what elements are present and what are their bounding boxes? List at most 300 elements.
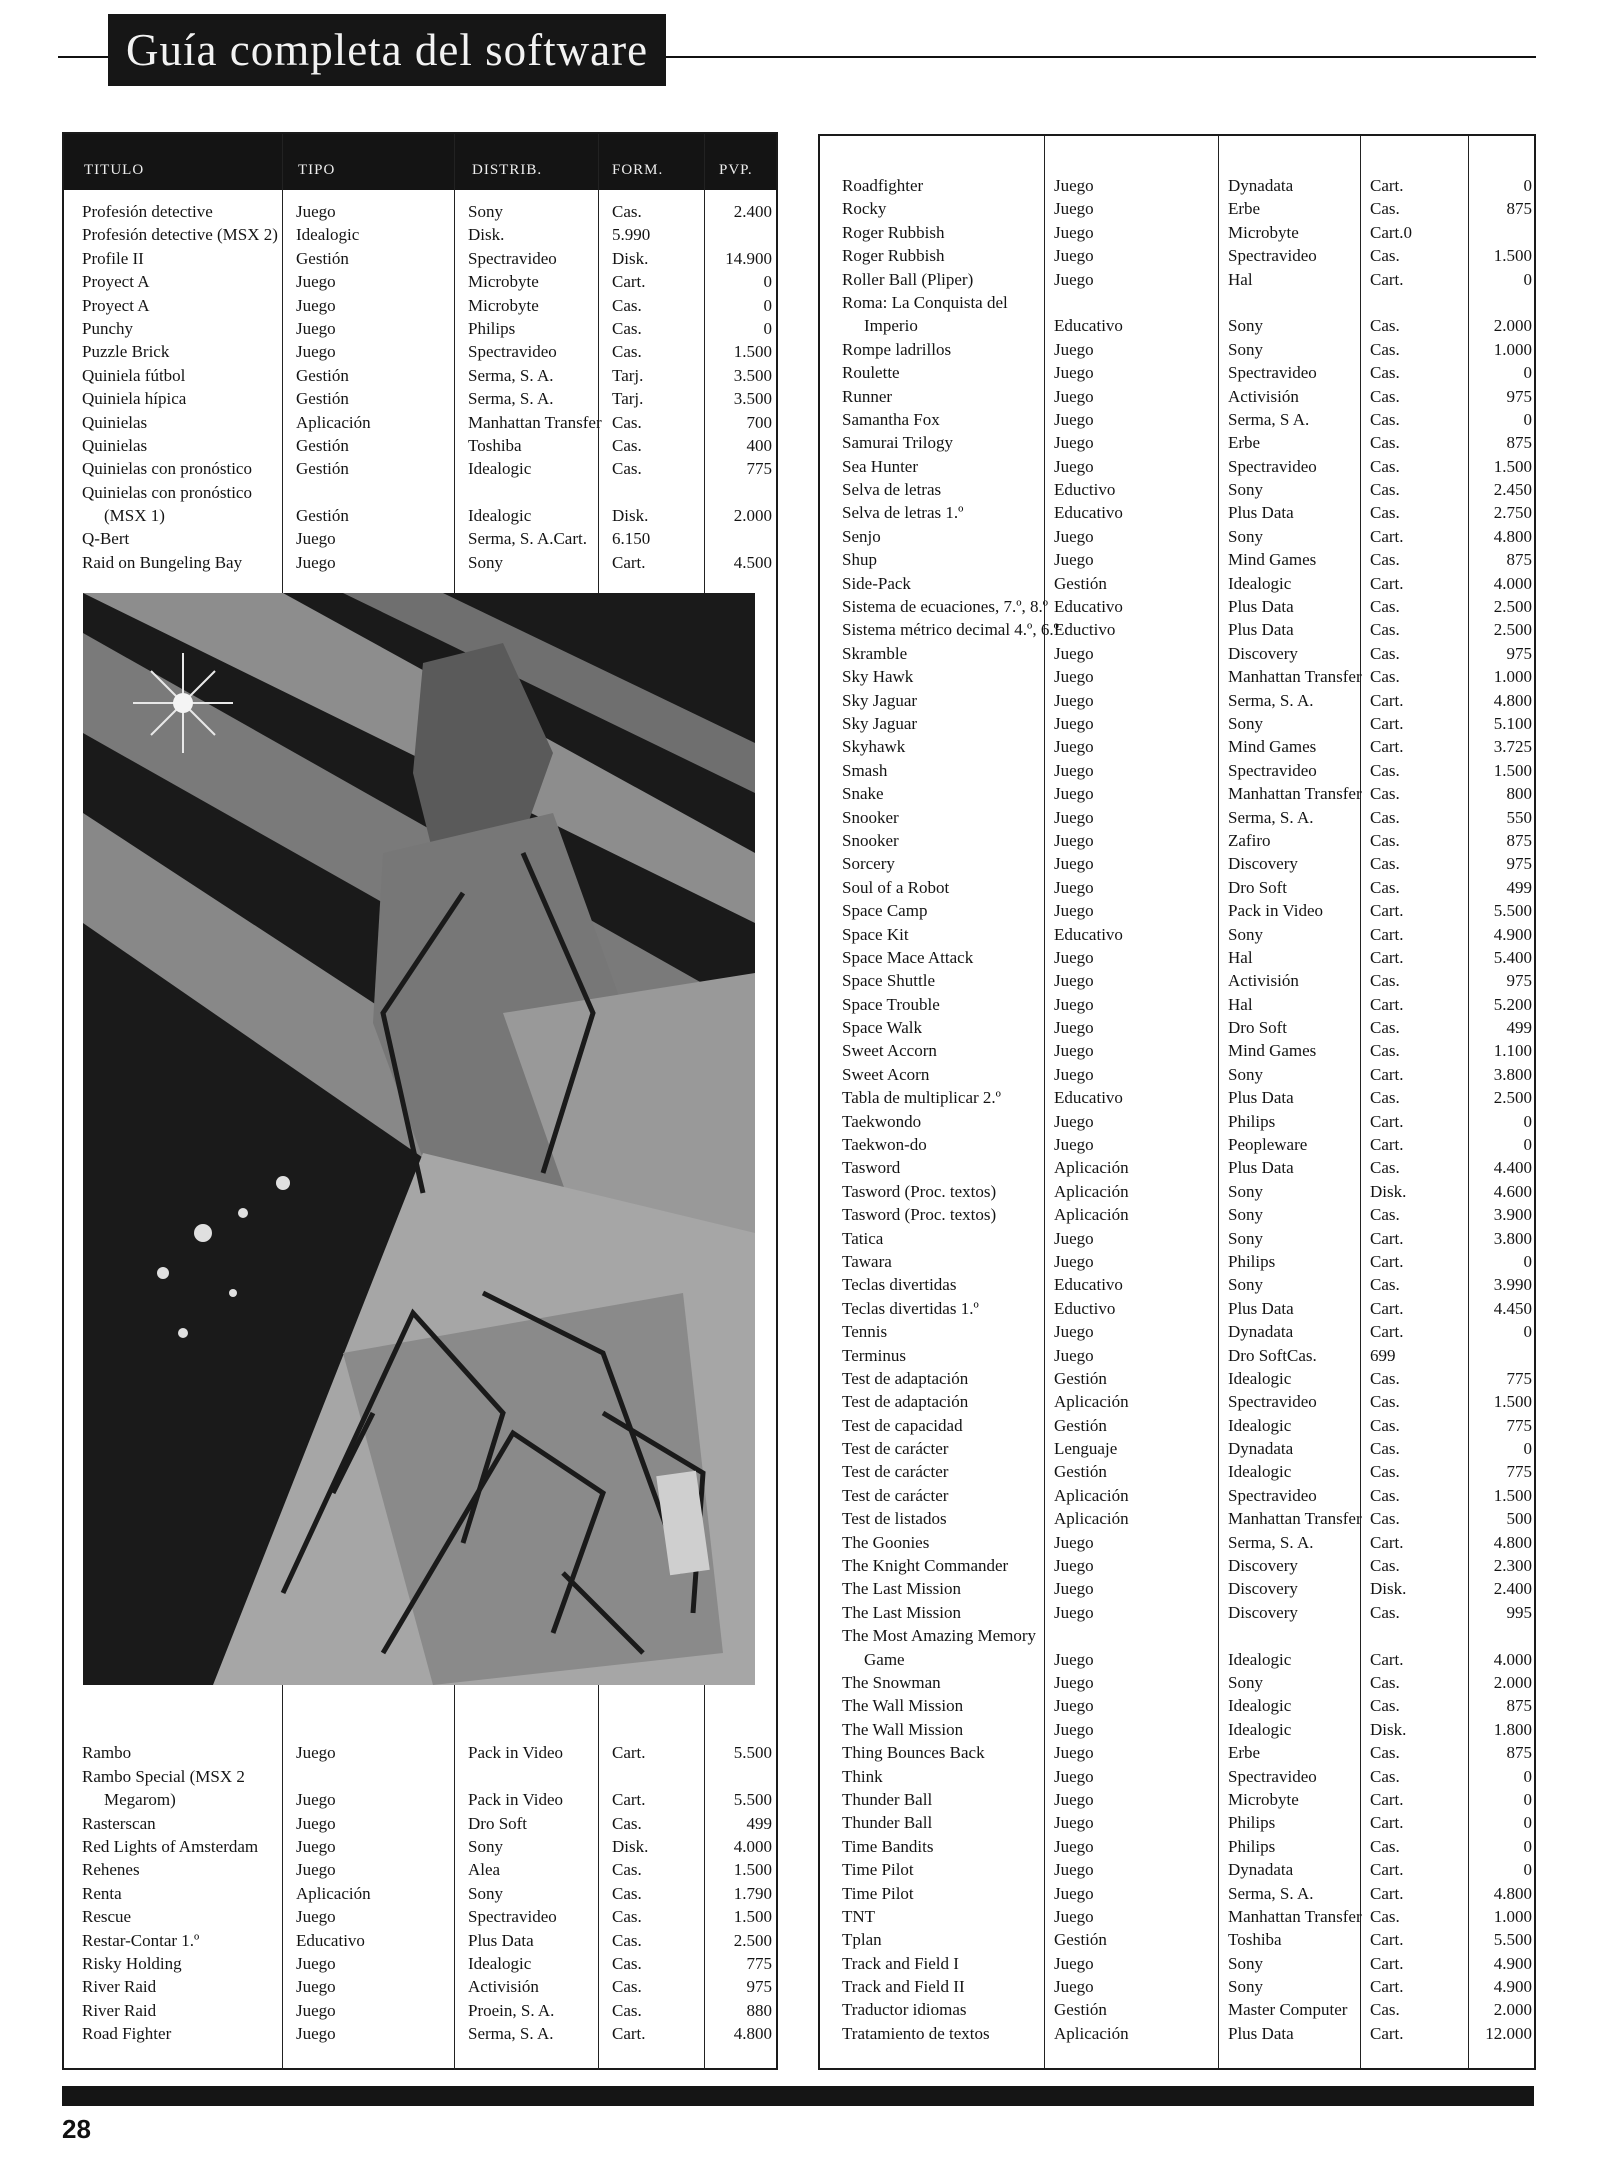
cell-distrib: Sony [1228,526,1263,546]
cell-form: Cart. [1370,1789,1404,1809]
cell-tipo: Juego [1054,971,1094,991]
cell-titulo: Smash [842,760,888,780]
cell-distrib: Serma, S. A. [1228,1883,1314,1903]
cell-distrib: Spectravideo [1228,363,1317,383]
table-row [842,501,1532,524]
cell-distrib: Idealogic [1228,1649,1292,1669]
cell-titulo: Samantha Fox [842,409,940,429]
cell-distrib: Hal [1228,947,1253,967]
cell-form: Tarj. [612,365,644,385]
cell-form: Cas. [1370,854,1400,874]
table-row [842,1016,1532,1039]
cell-pvp: 0 [1523,176,1532,195]
table-row [82,481,772,504]
table-row [82,411,772,434]
table-row [842,291,1532,314]
right-rows [842,174,1532,2045]
cell-form: Cas. [1370,1018,1400,1038]
cell-pvp: 1.500 [1493,1392,1532,1412]
cell-form: Cas. [612,459,642,479]
cell-tipo: Juego [1054,222,1094,242]
cell-titulo: Red Lights of Amsterdam [82,1836,259,1856]
cell-tipo: Juego [1054,1228,1094,1248]
cell-distrib: Serma, S. A. [468,365,554,385]
cell-pvp: 1.500 [1493,246,1532,266]
cell-tipo: Aplicación [1054,1158,1129,1178]
table-row [842,1577,1532,1600]
cell-titulo: Samurai Trilogy [842,433,953,453]
cell-pvp: 975 [746,1977,772,1997]
cell-tipo: Juego [1054,760,1094,780]
cell-pvp: 4.600 [1493,1181,1532,1201]
cell-form: Cas. [1370,971,1400,991]
cell-form: Cas. [612,435,642,455]
cell-distrib: Idealogic [468,1953,532,1973]
cell-tipo: Juego [1054,994,1094,1014]
cell-form: Cart. [1370,1977,1404,1997]
cell-form: Disk. [1370,1181,1407,1201]
table-row [842,1320,1532,1343]
cell-pvp: 4.800 [1493,526,1532,546]
table-row [82,551,772,574]
cell-pvp: 0 [1523,1766,1532,1786]
cell-pvp: 4.900 [1493,924,1532,944]
cell-tipo: Juego [1054,1345,1094,1365]
cell-pvp: 4.400 [1493,1158,1532,1178]
cell-distrib: Idealogic [1228,1696,1292,1716]
cell-pvp: 775 [746,1953,772,1973]
cell-distrib: Sony [468,202,503,221]
cell-distrib: Sony [1228,1205,1263,1225]
game-screenshot-illustration [83,593,755,1685]
table-row [842,642,1532,665]
cell-titulo: Skyhawk [842,737,906,757]
cell-form: Cart. [612,552,646,572]
cell-pvp: 4.000 [733,1836,772,1856]
cell-distrib: Toshiba [1228,1930,1282,1950]
cell-form: Cas. [1370,2000,1400,2020]
cell-pvp: 875 [1506,199,1532,219]
cell-tipo: Juego [1054,947,1094,967]
cell-tipo: Juego [296,272,336,292]
cell-form: Cas. [1370,1368,1400,1388]
cell-tipo: Juego [1054,737,1094,757]
cell-form: Cas. [612,1883,642,1903]
cell-titulo: River Raid [82,2000,157,2020]
cell-titulo: Punchy [82,318,133,338]
cell-pvp: 875 [1506,1743,1532,1763]
cell-distrib: Sony [1228,924,1263,944]
cell-form: Cas. [1370,1275,1400,1295]
cell-form: Cas. [1370,1205,1400,1225]
cell-distrib: Sony [1228,1228,1263,1248]
cell-pvp: 4.450 [1493,1298,1532,1318]
cell-titulo: Runner [842,386,893,406]
cell-tipo: Juego [1054,1953,1094,1973]
cell-tipo: Gestión [296,459,349,479]
table-row [842,1788,1532,1811]
cell-form: 5.990 [612,225,651,245]
cell-pvp: 4.000 [1493,573,1532,593]
cell-titulo: Space Walk [842,1018,922,1038]
table-row [842,1718,1532,1741]
cell-form: Cas. [612,1977,642,1997]
cell-pvp: 12.000 [1485,2023,1532,2043]
cell-form: Cart. [1370,1883,1404,1903]
cell-tipo: Juego [1054,1906,1094,1926]
cell-form: Disk. [612,1836,649,1856]
cell-tipo: Gestión [296,506,349,526]
table-row [842,1203,1532,1226]
cell-titulo: Teclas divertidas [842,1275,957,1295]
cell-tipo: Juego [1054,246,1094,266]
cell-distrib: Sony [1228,1673,1263,1692]
table-row [82,294,772,317]
table-row [842,712,1532,735]
cell-distrib: Hal [1228,269,1253,289]
cell-form: Cas. [1370,1415,1400,1435]
cell-tipo: Juego [1054,526,1094,546]
cell-titulo: The Last Mission [842,1602,961,1622]
cell-distrib: Spectravideo [1228,1766,1317,1786]
cell-form: Cas. [1370,339,1400,359]
cell-titulo: Test de carácter [842,1485,949,1505]
cell-titulo: Test de adaptación [842,1368,969,1388]
cell-tipo: Gestión [1054,1368,1107,1388]
cell-titulo: Space Shuttle [842,971,936,991]
cell-form: Cart. [1370,1532,1404,1552]
cell-distrib: Sony [468,1883,503,1903]
table-row [842,1297,1532,1320]
cell-form: Cas. [1370,877,1400,897]
cell-tipo: Aplicación [296,1883,371,1903]
cell-pvp: 1.500 [1493,760,1532,780]
table-row [82,340,772,363]
cell-pvp: 2.750 [1493,503,1532,523]
cell-form: Cas. [1370,620,1400,640]
cell-titulo: Sistema métrico decimal 4.º, 6.º [842,620,1059,640]
cell-pvp: 5.500 [733,1790,772,1810]
cell-distrib: Idealogic [1228,1719,1292,1739]
cell-pvp: 2.500 [1493,1088,1532,1108]
cell-distrib: Sony [1228,1953,1263,1973]
cell-tipo: Juego [296,318,336,338]
table-row [842,548,1532,571]
table-row [842,1671,1532,1694]
cell-titulo: Test de carácter [842,1462,949,1482]
cell-tipo: Gestión [296,248,349,268]
cell-pvp: 5.100 [1493,713,1532,733]
cell-titulo: Profile II [82,248,144,268]
cell-pvp: 400 [746,435,772,455]
table-row [842,431,1532,454]
cell-pvp: 3.725 [1493,737,1532,757]
cell-distrib: Microbyte [1228,222,1299,242]
cell-distrib: Philips [1228,1111,1276,1131]
cell-pvp: 3.800 [1493,1228,1532,1248]
cell-titulo: Game [864,1649,905,1669]
cell-pvp: 4.800 [1493,1532,1532,1552]
cell-titulo: The Last Mission [842,1579,961,1599]
cell-titulo: The Goonies [842,1532,930,1552]
table-row [82,1741,772,1764]
cell-titulo: Snooker [842,830,899,850]
cell-tipo: Juego [1054,1111,1094,1131]
table-row [842,1765,1532,1788]
table-row [82,1952,772,1975]
cell-tipo: Juego [296,552,336,572]
cell-tipo: Educativo [296,1930,365,1950]
cell-form: Cart. [612,2024,646,2044]
cell-form: 699 [1370,1345,1396,1365]
cell-tipo: Juego [1054,176,1094,195]
cell-pvp: 3.500 [733,389,772,409]
table-row [842,1460,1532,1483]
cell-form: Cart.0 [1370,222,1413,242]
table-row [842,1227,1532,1250]
table-row [842,1110,1532,1133]
cell-titulo: Roger Rubbish [842,222,945,242]
cell-form: Cart. [1370,1953,1404,1973]
table-row [842,759,1532,782]
cell-form: Cart. [1370,1228,1404,1248]
table-row [842,314,1532,337]
cell-tipo: Educativo [1054,316,1123,336]
table-row [842,1928,1532,1951]
cell-titulo: Test de carácter [842,1439,949,1459]
cell-titulo: Profesión detective [82,202,213,221]
cell-titulo: River Raid [82,1977,157,1997]
table-row [842,1156,1532,1179]
cell-distrib: Activisión [1228,971,1299,991]
cell-pvp: 1.790 [733,1883,772,1903]
cell-pvp: 4.500 [733,552,772,572]
table-row [842,899,1532,922]
cell-form: Cas. [1370,1836,1400,1856]
cell-pvp: 1.500 [1493,1485,1532,1505]
cell-tipo: Juego [296,1743,336,1763]
cell-pvp: 1.000 [1493,1906,1532,1926]
cell-distrib: Hal [1228,994,1253,1014]
cell-distrib: Zafiro [1228,830,1271,850]
cell-pvp: 775 [1506,1368,1532,1388]
cell-distrib: Plus Data [468,1930,534,1950]
table-row [842,197,1532,220]
cell-tipo: Juego [1054,1789,1094,1809]
cell-titulo: Sorcery [842,854,895,874]
cell-distrib: Proein, S. A. [468,2000,555,2020]
table-row [82,1835,772,1858]
cell-tipo: Juego [1054,807,1094,827]
cell-distrib: Serma, S. A. [1228,1532,1314,1552]
page-number: 28 [62,2114,91,2144]
table-row [82,1929,772,1952]
cell-tipo: Eductivo [1054,620,1116,640]
cell-form: Cart. [1370,2023,1404,2043]
cell-form: Cas. [1370,433,1400,453]
table-row [82,434,772,457]
cell-pvp: 0 [763,295,772,315]
cell-distrib: Dynadata [1228,1322,1294,1342]
cell-titulo: Rambo Special (MSX 2 [82,1766,245,1786]
cell-pvp: 1.100 [1493,1041,1532,1061]
table-row [842,876,1532,899]
left-top-rows [82,200,772,574]
cell-form: Cas. [612,1860,642,1880]
cell-titulo: Test de listados [842,1509,947,1529]
cell-tipo: Educativo [1054,1088,1123,1108]
footer-bar [62,2086,1534,2106]
cell-pvp: 1.000 [1493,667,1532,687]
cell-form: Cas. [1370,1088,1400,1108]
cell-form: Cas. [1370,1673,1400,1692]
cell-titulo: Restar-Contar 1.º [82,1930,200,1950]
cell-form: Cas. [1370,1696,1400,1716]
cell-distrib: Sony [1228,339,1263,359]
cell-titulo: Sky Jaguar [842,690,918,710]
cell-titulo: Imperio [864,316,918,336]
table-row [82,1812,772,1835]
table-row [82,387,772,410]
cell-form: Cart. [1370,1298,1404,1318]
table-row [842,1133,1532,1156]
cell-tipo: Juego [1054,363,1094,383]
cell-distrib: Activisión [1228,386,1299,406]
cell-pvp: 700 [746,412,772,432]
cell-pvp: 2.500 [1493,597,1532,617]
table-row [842,572,1532,595]
cell-pvp: 875 [1506,433,1532,453]
cell-distrib: Alea [468,1860,501,1880]
cell-tipo: Aplicación [296,412,371,432]
cell-form: Cart. [1370,994,1404,1014]
cell-distrib: Idealogic [1228,1368,1292,1388]
cell-form: Cas. [1370,1485,1400,1505]
cell-form: Cart. [1370,1251,1404,1271]
col-header-pvp: PVP. [719,162,753,178]
cell-distrib: Idealogic [1228,573,1292,593]
cell-form: Cart. [1370,269,1404,289]
cell-pvp: 775 [1506,1415,1532,1435]
cell-distrib: Philips [1228,1813,1276,1833]
cell-tipo: Juego [1054,877,1094,897]
cell-form: Cas. [1370,246,1400,266]
cell-pvp: 975 [1506,643,1532,663]
cell-distrib: Spectravideo [1228,456,1317,476]
cell-pvp: 499 [746,1813,772,1833]
cell-form: Disk. [612,248,649,268]
cell-form: Cas. [1370,1462,1400,1482]
cell-distrib: Manhattan Transfer [1228,667,1362,687]
cell-pvp: 4.800 [1493,690,1532,710]
cell-tipo: Eductivo [1054,1298,1116,1318]
table-row [82,1882,772,1905]
table-row [842,852,1532,875]
cell-distrib: Toshiba [468,435,522,455]
cell-distrib: Idealogic [1228,1462,1292,1482]
table-row [842,1531,1532,1554]
cell-tipo: Juego [296,1977,336,1997]
cell-distrib: Microbyte [1228,1789,1299,1809]
cell-tipo: Juego [1054,1322,1094,1342]
cell-form: Cas. [1370,409,1400,429]
cell-form: Cas. [612,1930,642,1950]
col-header-titulo: TITULO [84,162,145,178]
cell-form: Cas. [1370,1906,1400,1926]
cell-pvp: 0 [1523,1813,1532,1833]
cell-distrib: Dro Soft [468,1813,528,1833]
table-row [842,1484,1532,1507]
cell-distrib: Discovery [1228,1556,1298,1576]
cell-form: Cas. [1370,386,1400,406]
cell-tipo: Juego [1054,199,1094,219]
cell-tipo: Juego [1054,830,1094,850]
cell-pvp: 1.000 [1493,339,1532,359]
cell-pvp: 3.990 [1493,1275,1532,1295]
table-row [842,829,1532,852]
cell-titulo: Sweet Accorn [842,1041,937,1061]
cell-titulo: Tratamiento de textos [842,2023,990,2043]
cell-titulo: Thunder Ball [842,1789,933,1809]
cell-tipo: Juego [1054,1860,1094,1880]
cell-pvp: 499 [1506,1018,1532,1038]
cell-form: Cart. [1370,1649,1404,1669]
cell-tipo: Juego [1054,1018,1094,1038]
cell-form: Cart. [1370,901,1404,921]
table-row [842,221,1532,244]
cell-pvp: 880 [746,2000,772,2020]
table-row [842,338,1532,361]
cell-form: Cas. [1370,597,1400,617]
cell-pvp: 995 [1506,1602,1532,1622]
cell-tipo: Educativo [1054,924,1123,944]
cell-form: Cas. [1370,1766,1400,1786]
cell-pvp: 2.400 [733,202,772,221]
right-table [818,134,1536,2070]
cell-titulo: Shup [842,550,877,570]
cell-form: Cart. [1370,1813,1404,1833]
cell-distrib: Manhattan Transfer [468,412,602,432]
cell-pvp: 2.450 [1493,480,1532,500]
table-row [842,1180,1532,1203]
cell-tipo: Juego [296,295,336,315]
cell-titulo: (MSX 1) [104,506,165,526]
table-row [82,1905,772,1928]
cell-titulo: Side-Pack [842,573,911,593]
cell-form: Cart. [612,1790,646,1810]
table-row [82,457,772,480]
cell-tipo: Juego [296,1953,336,1973]
cell-titulo: Thunder Ball [842,1813,933,1833]
cell-distrib: Spectravideo [1228,760,1317,780]
cell-titulo: Quinielas [82,412,148,432]
table-row [82,2022,772,2045]
cell-form: Cas. [612,1813,642,1833]
table-row [842,1039,1532,1062]
cell-tipo: Juego [1054,1649,1094,1669]
cell-tipo: Juego [296,1836,336,1856]
table-row [82,317,772,340]
cell-titulo: Skramble [842,643,908,663]
cell-form: Cas. [1370,480,1400,500]
table-row [842,1437,1532,1460]
cell-titulo: Tatica [842,1228,884,1248]
cell-titulo: Proyect A [82,295,150,315]
cell-distrib: Spectravideo [468,248,557,268]
table-row [842,455,1532,478]
cell-pvp: 0 [1523,1322,1532,1342]
cell-titulo: Traductor idiomas [842,2000,967,2020]
